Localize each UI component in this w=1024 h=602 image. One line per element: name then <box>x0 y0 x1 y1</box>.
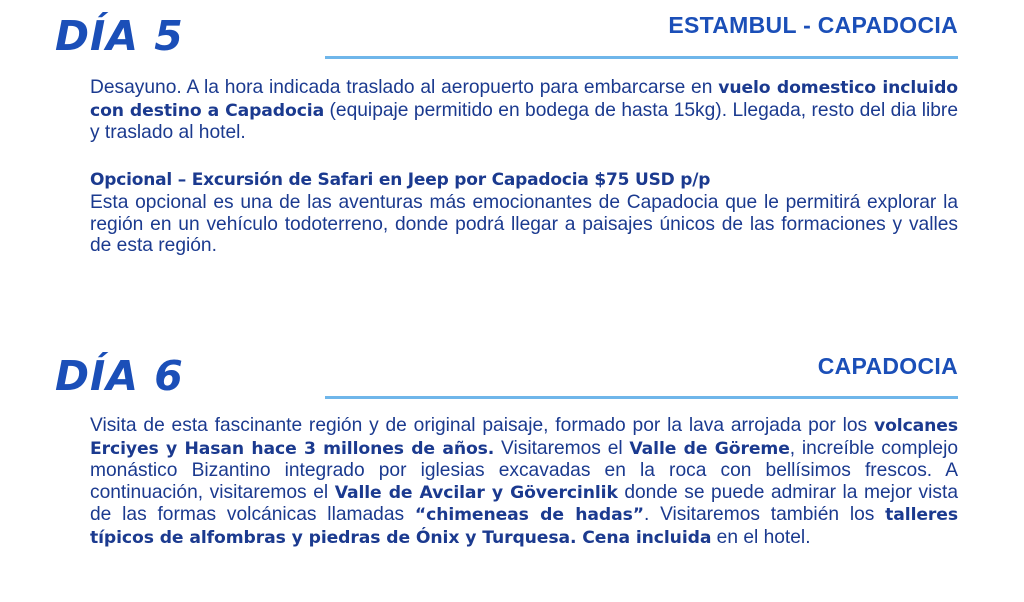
day-5-text-2: (equipaje permitido en bodega de hasta 15kg). Llegada, resto del dia libre y traslado al hotel. <box>90 99 958 143</box>
day-6-text-4: donde se puede admirar la mejor vista de las formas volcánicas llamadas <box>90 481 959 525</box>
day-5-divider <box>325 56 958 59</box>
day-6-goreme-highlight: Valle de Göreme <box>629 438 790 459</box>
day-6-workshops-highlight: talleres típicos de alfombras y piedras de Ónix y Turquesa. Cena incluida <box>90 505 958 548</box>
day-6-divider <box>325 396 958 399</box>
day-6-text-1: Visita de esta fascinante región y de original paisaje, formado por la lava arrojada por los <box>90 415 874 436</box>
day-6-text-2: Visitaremos el <box>494 437 630 459</box>
day-5-title: DÍA 5 <box>55 12 184 60</box>
day-6-text-5: . Visitaremos también los <box>643 504 886 525</box>
day-5-city: ESTAMBUL - CAPADOCIA <box>668 12 958 38</box>
day-5-flight-highlight: vuelo domestico incluido con destino a Capadocia <box>90 78 959 121</box>
day-5-optional-description: Esta opcional es una de las aventuras más emocionantes de Capadocia que le permitirá explorar la región en un vehículo todoterreno, donde podrá llegar a paisajes únicos de las formaciones y valles de esta región. <box>90 192 958 256</box>
day-6-description <box>90 415 958 549</box>
day-6-avcilar-highlight: Valle de Avcilar y Gövercinlik <box>334 482 618 503</box>
day-5-description <box>90 77 958 144</box>
day-6-city: CAPADOCIA <box>817 353 958 379</box>
day-5-text-1: Desayuno. A la hora indicada traslado al aeropuerto para embarcarse en <box>90 77 719 98</box>
day-6-volcanoes-highlight: volcanes Erciyes y Hasan hace 3 millones de años. <box>90 416 958 459</box>
day-6-title: DÍA 6 <box>55 352 184 400</box>
day-5-optional-title: Opcional – Excursión de Safari en Jeep por Capadocia $75 USD p/p <box>90 170 711 190</box>
day-6-chimneys-highlight: “chimeneas de hadas” <box>414 505 644 525</box>
day-6-text-3: , increíble complejo monástico Bizantino integrado por iglesias excavadas en la roca con bellísimos frescos. A continuación, visitaremos el <box>90 437 958 503</box>
day-6-text-6: en el hotel. <box>711 526 811 548</box>
